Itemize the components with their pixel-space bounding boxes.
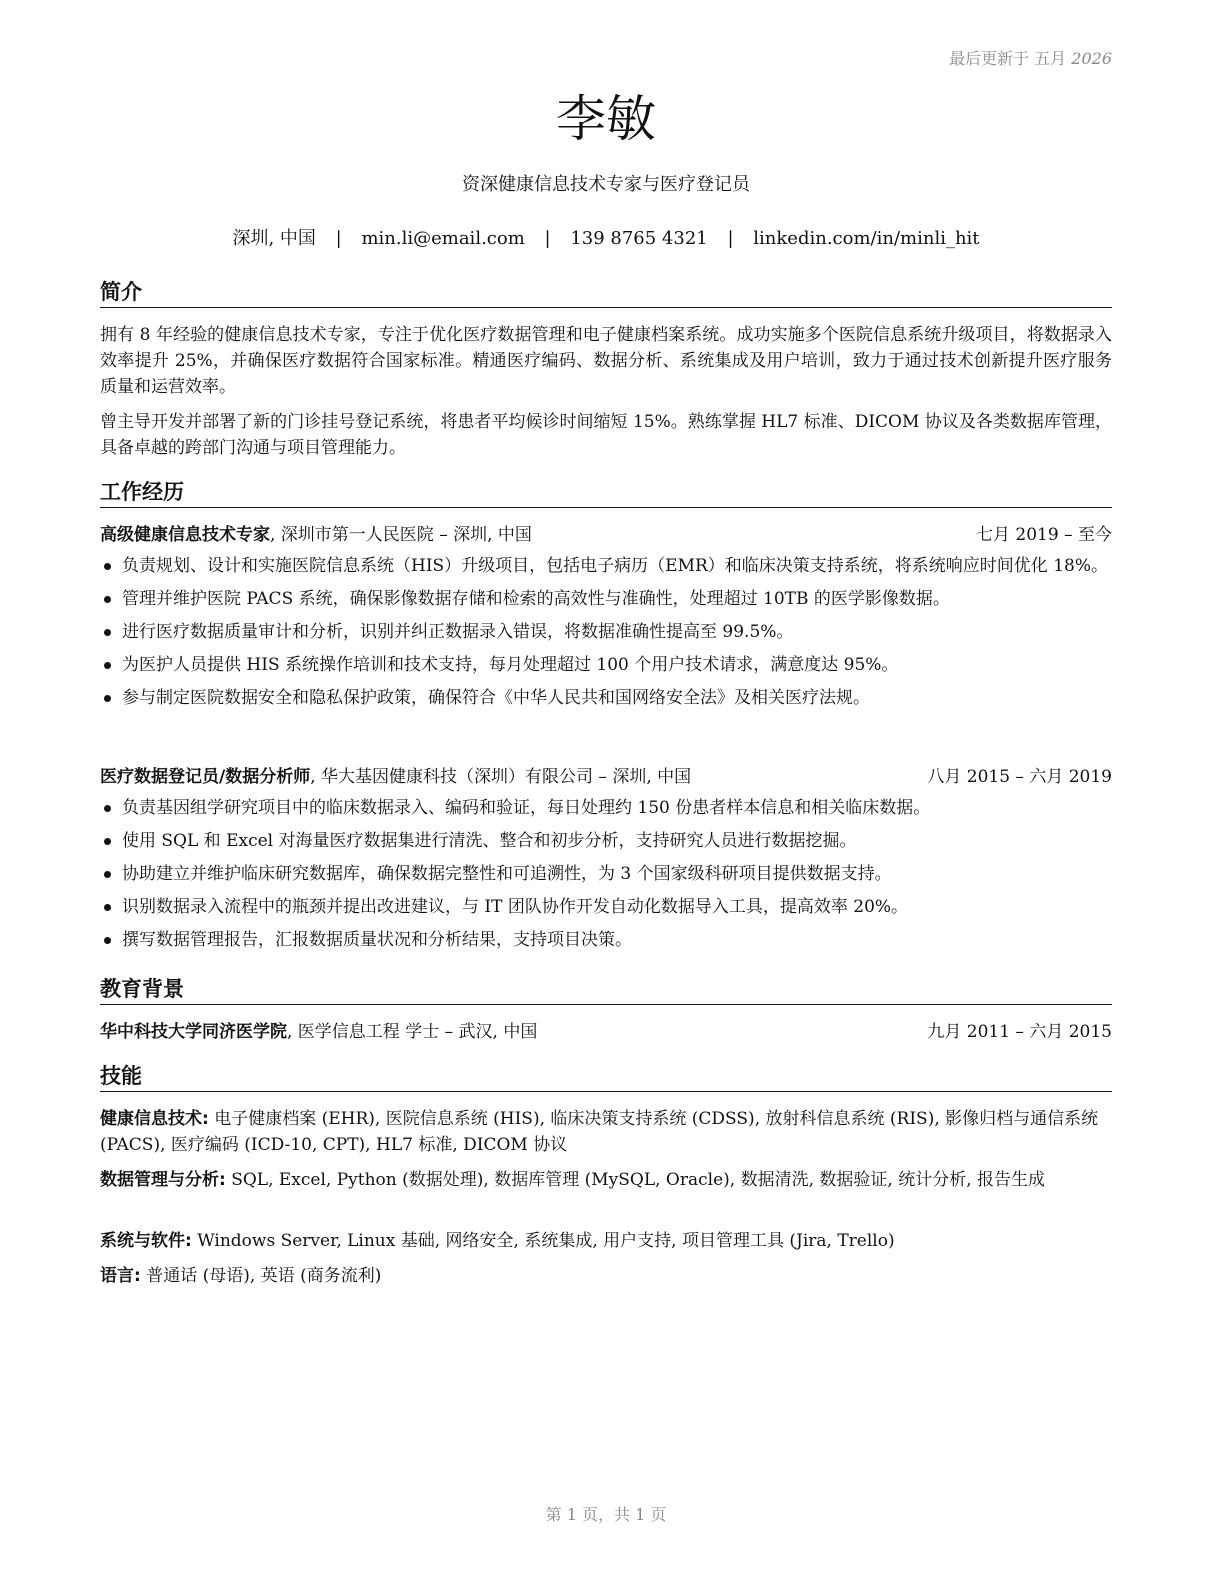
bullet-text: 管理并维护医院 PACS 系统，确保影像数据存储和检索的高效性与准确性，处理超过 10TB 的医学影像数据。 <box>122 589 950 609</box>
bullet-text: 负责基因组学研究项目中的临床数据录入、编码和验证，每日处理约 150 份患者样本信息和相关临床数据。 <box>122 798 931 818</box>
list-item <box>100 553 1112 579</box>
last-updated-year: 2026 <box>1071 49 1112 68</box>
list-item <box>100 861 1112 887</box>
job-title: 医疗数据登记员/数据分析师 <box>100 767 311 787</box>
section-heading-summary: 简介 <box>100 277 1112 308</box>
contact-phone: 139 8765 4321 <box>570 228 708 249</box>
education-date: 九月 2011 – 六月 2015 <box>927 1022 1112 1042</box>
bullet-icon <box>104 662 111 669</box>
list-item <box>100 894 1112 920</box>
bullet-text: 协助建立并维护临床研究数据库，确保数据完整性和可追溯性，为 3 个国家级科研项目提供数据支持。 <box>122 864 892 884</box>
bullet-text: 使用 SQL 和 Excel 对海量医疗数据集进行清洗、整合和初步分析，支持研究人员进行数据挖掘。 <box>122 831 857 851</box>
bullet-icon <box>104 563 111 570</box>
section-heading-skills: 技能 <box>100 1061 1112 1092</box>
summary-paragraph: 拥有 8 年经验的健康信息技术专家，专注于优化医疗数据管理和电子健康档案系统。成功实施多个医院信息系统升级项目，将数据录入效率提升 25%，并确保医疗数据符合国家标准。精通医疗编码、数据分析、系统集成及用户培训，致力于通过技术创新提升医疗服务质量和运营效率。 <box>100 325 1112 397</box>
job-organization: , 华大基因健康科技（深圳）有限公司 – 深圳, 中国 <box>310 767 692 787</box>
list-item <box>100 927 1112 953</box>
job-date: 七月 2019 – 至今 <box>976 525 1112 545</box>
list-item <box>100 586 1112 612</box>
bullet-icon <box>104 695 111 702</box>
last-updated <box>949 46 1112 69</box>
contact-line <box>100 224 1112 250</box>
list-item <box>100 685 1112 711</box>
skill-value: 电子健康档案 (EHR), 医院信息系统 (HIS), 临床决策支持系统 (CDSS), 放射科信息系统 (RIS), 影像归档与通信系统 (PACS), 医疗编码 (ICD-10, CPT), HL7 标准, DICOM 协议 <box>100 1109 1099 1155</box>
bullet-icon <box>104 805 111 812</box>
contact-separator: | <box>727 228 734 249</box>
education-entry <box>100 1019 1112 1045</box>
school-name: 华中科技大学同济医学院 <box>100 1022 287 1042</box>
list-item <box>100 619 1112 645</box>
last-updated-label: 最后更新于 五月 <box>949 49 1067 68</box>
skill-value: SQL, Excel, Python (数据处理), 数据库管理 (MySQL, Oracle), 数据清洗, 数据验证, 统计分析, 报告生成 <box>225 1170 1046 1190</box>
skill-label: 数据管理与分析: <box>100 1170 226 1190</box>
job-bullets <box>100 795 1112 960</box>
list-item <box>100 652 1112 678</box>
bullet-text: 撰写数据管理报告，汇报数据质量状况和分析结果，支持项目决策。 <box>122 930 632 950</box>
skill-value: Windows Server, Linux 基础, 网络安全, 系统集成, 用户支持, 项目管理工具 (Jira, Trello) <box>191 1231 895 1251</box>
job-date: 八月 2015 – 六月 2019 <box>927 767 1112 787</box>
resume-page <box>100 0 1112 1584</box>
bullet-text: 进行医疗数据质量审计和分析，识别并纠正数据录入错误，将数据准确性提高至 99.5%。 <box>122 622 794 642</box>
job-bullets <box>100 553 1112 718</box>
bullet-icon <box>104 629 111 636</box>
skill-label: 系统与软件: <box>100 1231 192 1251</box>
bullet-text: 负责规划、设计和实施医院信息系统（HIS）升级项目，包括电子病历（EMR）和临床决策支持系统，将系统响应时间优化 18%。 <box>122 556 1108 576</box>
skill-group <box>100 1106 1112 1158</box>
job-organization: , 深圳市第一人民医院 – 深圳, 中国 <box>270 525 532 545</box>
skill-group <box>100 1263 1112 1289</box>
contact-email[interactable]: min.li@email.com <box>361 228 525 249</box>
bullet-icon <box>104 838 111 845</box>
candidate-name: 李敏 <box>556 90 656 148</box>
skill-label: 语言: <box>100 1266 141 1286</box>
contact-linkedin[interactable]: linkedin.com/in/minli_hit <box>753 228 980 249</box>
summary-paragraph: 曾主导开发并部署了新的门诊挂号登记系统，将患者平均候诊时间缩短 15%。熟练掌握 HL7 标准、DICOM 协议及各类数据库管理，具备卓越的跨部门沟通与项目管理能力。 <box>100 412 1112 458</box>
education-detail: , 医学信息工程 学士 – 武汉, 中国 <box>287 1022 538 1042</box>
job-header <box>100 764 1112 790</box>
contact-separator: | <box>544 228 551 249</box>
contact-location: 深圳, 中国 <box>232 228 316 249</box>
skill-group <box>100 1228 1112 1254</box>
bullet-icon <box>104 937 111 944</box>
list-item <box>100 828 1112 854</box>
bullet-icon <box>104 596 111 603</box>
skill-label: 健康信息技术: <box>100 1109 209 1129</box>
bullet-icon <box>104 904 111 911</box>
bullet-text: 识别数据录入流程中的瓶颈并提出改进建议，与 IT 团队协作开发自动化数据导入工具，提高效率 20%。 <box>122 897 909 917</box>
bullet-icon <box>104 871 111 878</box>
bullet-text: 为医护人员提供 HIS 系统操作培训和技术支持，每月处理超过 100 个用户技术请求，满意度达 95%。 <box>122 655 899 675</box>
list-item <box>100 795 1112 821</box>
candidate-subtitle: 资深健康信息技术专家与医疗登记员 <box>462 174 750 195</box>
job-title: 高级健康信息技术专家 <box>100 525 270 545</box>
skill-value: 普通话 (母语), 英语 (商务流利) <box>140 1266 382 1286</box>
job-header <box>100 522 1112 548</box>
contact-separator: | <box>335 228 342 249</box>
page-number: 第 1 页，共 1 页 <box>545 1505 667 1524</box>
section-heading-education: 教育背景 <box>100 974 1112 1005</box>
skill-group <box>100 1167 1112 1193</box>
section-heading-experience: 工作经历 <box>100 477 1112 508</box>
bullet-text: 参与制定医院数据安全和隐私保护政策，确保符合《中华人民共和国网络安全法》及相关医疗法规。 <box>122 688 870 708</box>
